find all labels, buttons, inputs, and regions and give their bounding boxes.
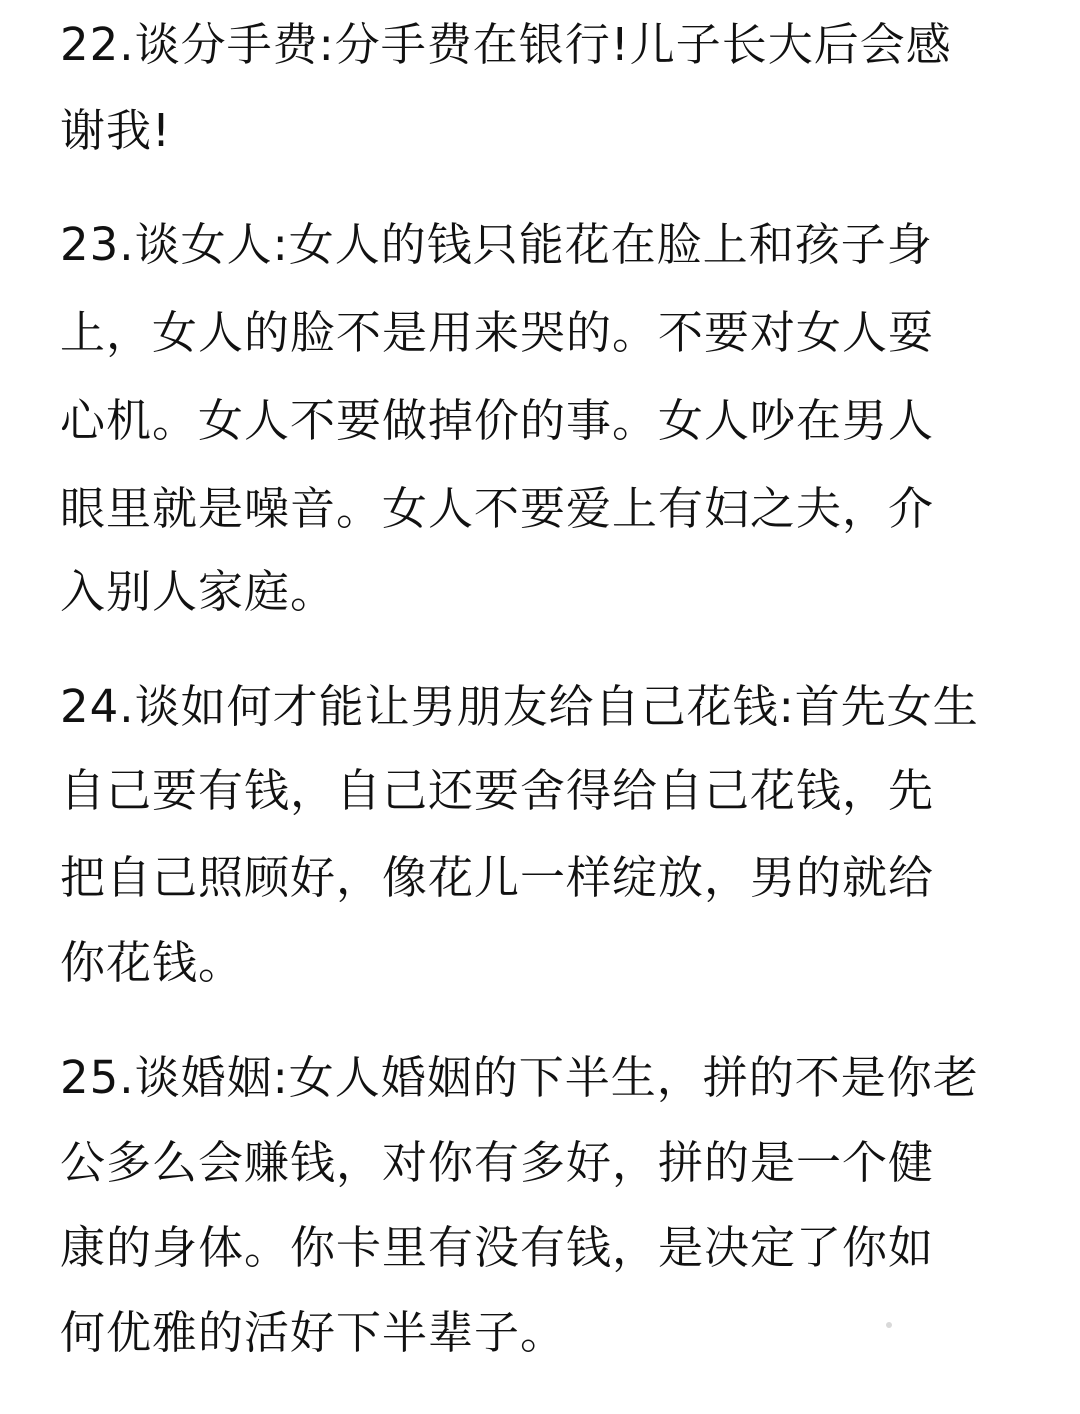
paragraph-line: 24.谈如何才能让男朋友给自己花钱:首先女生 (60, 680, 979, 733)
paragraph-line: 你花钱。 (60, 936, 245, 989)
faint-dot-mark (886, 1322, 892, 1328)
paragraph-line: 心机。女人不要做掉价的事。女人吵在男人 (60, 394, 935, 447)
paragraph-line: 眼里就是噪音。女人不要爱上有妇之夫，介 (60, 482, 935, 535)
paragraph-line: 上，女人的脸不是用来哭的。不要对女人耍 (60, 306, 935, 359)
paragraph-line: 入别人家庭。 (60, 565, 337, 618)
paragraph-line: 25.谈婚姻:女人婚姻的下半生，拼的不是你老 (60, 1051, 979, 1104)
paragraph-line: 公多么会赚钱，对你有多好，拼的是一个健 (60, 1136, 935, 1189)
paragraph-line: 自己要有钱，自己还要舍得给自己花钱，先 (60, 764, 935, 817)
paragraph-line: 谢我! (60, 104, 172, 157)
paragraph-line: 把自己照顾好，像花儿一样绽放，男的就给 (60, 851, 935, 904)
paragraph-line: 23.谈女人:女人的钱只能花在脸上和孩子身 (60, 218, 933, 271)
paragraph-line: 何优雅的活好下半辈子。 (60, 1306, 567, 1359)
paragraph-line: 康的身体。你卡里有没有钱，是决定了你如 (60, 1221, 935, 1274)
paragraph-line: 22.谈分手费:分手费在银行!儿子长大后会感 (60, 18, 952, 71)
